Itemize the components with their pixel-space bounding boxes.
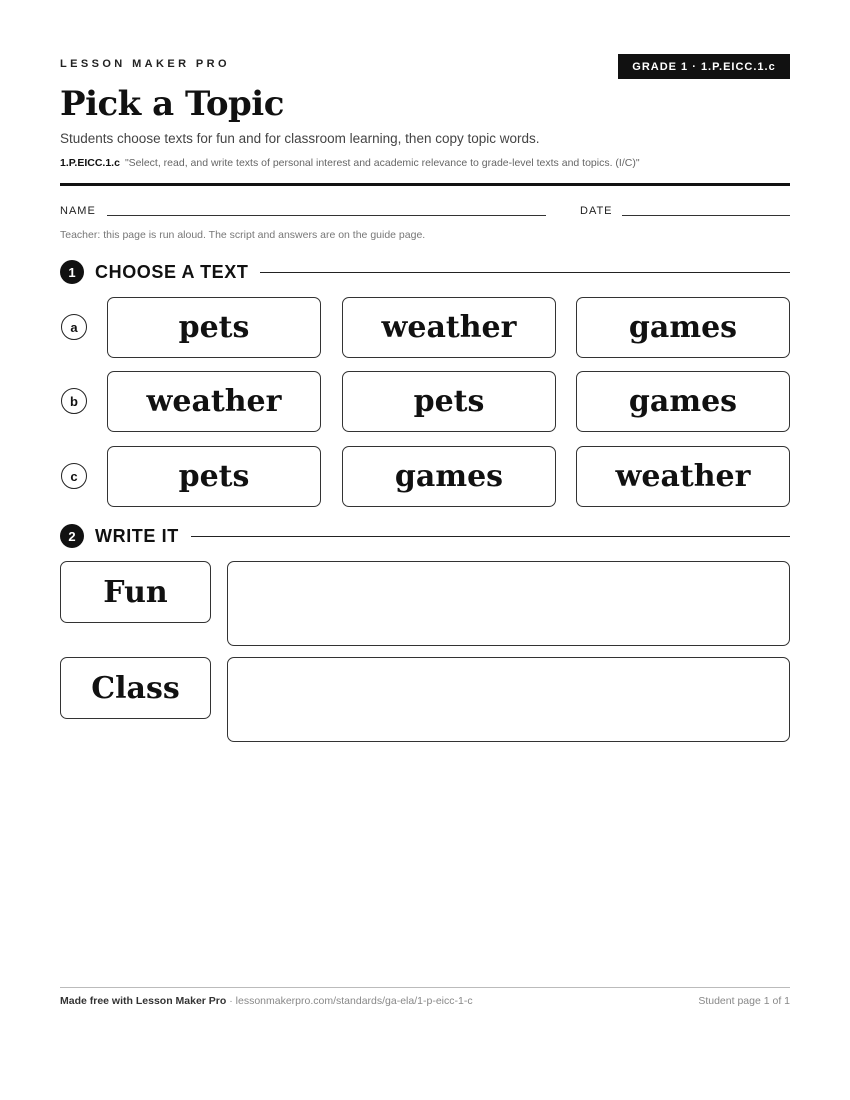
write-label-fun: Fun [60, 561, 211, 623]
standard-line [60, 157, 640, 169]
section-divider [191, 536, 790, 537]
write-box-class[interactable] [227, 657, 790, 742]
standard-text: "Select, read, and write texts of personal interest and academic relevance to grade-level texts and topics. (I/C)" [124, 157, 640, 169]
date-label: DATE [580, 205, 613, 217]
standard-code: 1.P.EICC.1.c [60, 157, 120, 169]
name-label: NAME [60, 205, 96, 217]
choice-card[interactable]: weather [342, 297, 556, 358]
footer-made-with: Made free with Lesson Maker Pro [60, 995, 227, 1007]
choice-card[interactable]: weather [107, 371, 321, 432]
choice-card[interactable]: pets [342, 371, 556, 432]
write-box-fun[interactable] [227, 561, 790, 646]
row-letter-a: a [61, 314, 87, 340]
row-letter-b: b [61, 388, 87, 414]
write-label-class: Class [60, 657, 211, 719]
teacher-note: Teacher: this page is run aloud. The script and answers are on the guide page. [60, 229, 426, 241]
page-title: Pick a Topic [60, 84, 284, 124]
section-number-badge: 1 [60, 260, 84, 284]
section-divider [260, 272, 790, 273]
header-divider [60, 183, 790, 186]
name-field[interactable] [107, 215, 546, 216]
footer-credit [60, 995, 473, 1007]
footer-page-number: Student page 1 of 1 [698, 995, 790, 1007]
section-choose-a-text [60, 260, 790, 284]
choice-card[interactable]: weather [576, 446, 790, 507]
date-field[interactable] [622, 215, 790, 216]
choice-card[interactable]: pets [107, 297, 321, 358]
row-letter-c: c [61, 463, 87, 489]
choice-card[interactable]: games [342, 446, 556, 507]
brand-name: LESSON MAKER PRO [60, 58, 230, 70]
choice-card[interactable]: games [576, 297, 790, 358]
section-number-badge: 2 [60, 524, 84, 548]
choice-card[interactable]: pets [107, 446, 321, 507]
section-write-it [60, 524, 790, 548]
grade-badge: GRADE 1 · 1.P.EICC.1.c [618, 54, 790, 79]
choice-card[interactable]: games [576, 371, 790, 432]
footer-divider [60, 987, 790, 988]
section-title: WRITE IT [95, 525, 179, 546]
section-title: CHOOSE A TEXT [95, 261, 249, 282]
page-subtitle: Students choose texts for fun and for classroom learning, then copy topic words. [60, 131, 540, 146]
footer-url[interactable]: · lessonmakerpro.com/standards/ga-ela/1-p-eicc-1-c [226, 995, 473, 1007]
